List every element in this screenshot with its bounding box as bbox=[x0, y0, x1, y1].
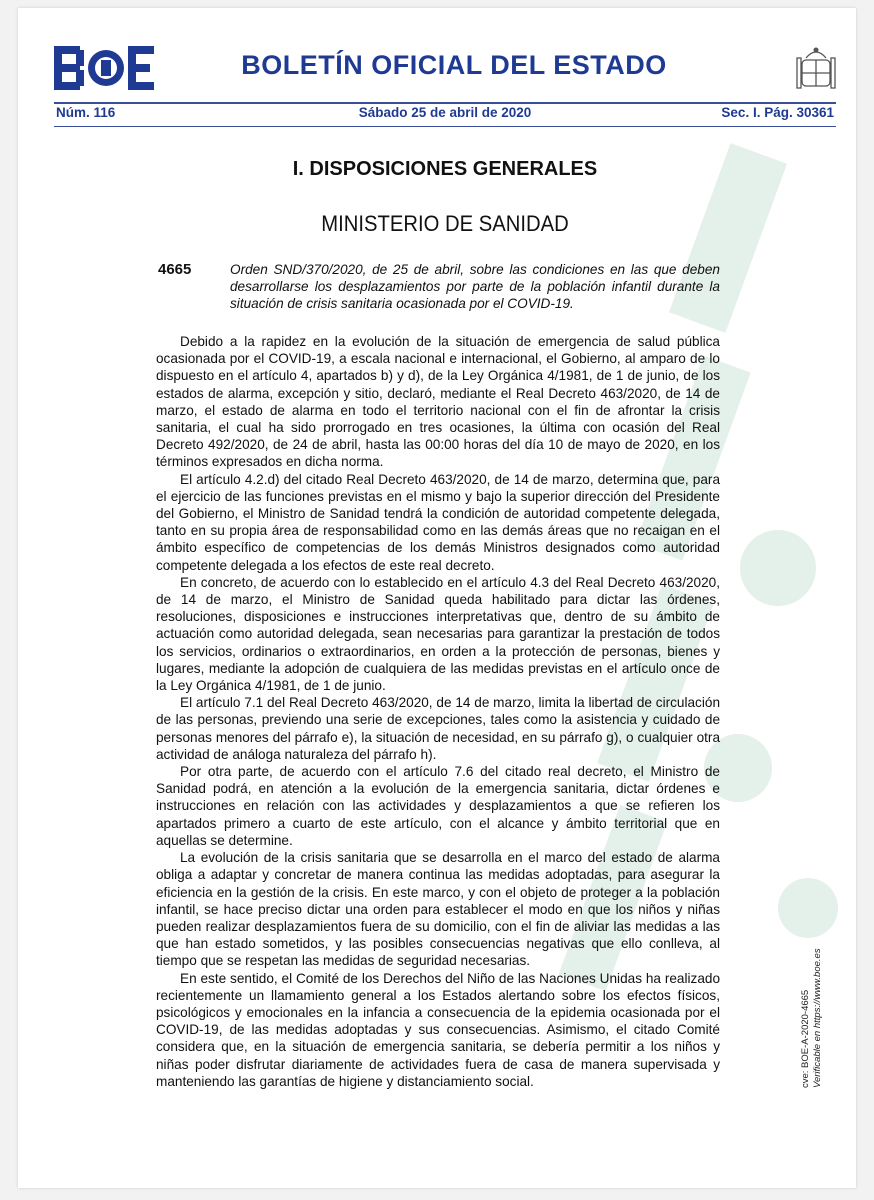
issue-meta bbox=[54, 105, 836, 123]
header-rule bbox=[54, 102, 836, 104]
paragraph: La evolución de la crisis sanitaria que se desarrolla en el marco del estado de alarma obliga a adaptar y concretar de manera continua las medidas adoptadas, para asegurar la eficiencia en la gestión de la crisis. En este marco, y con el objeto de proteger a la población infantil, se hace preciso dictar una orden para establecer el modo en que los niños y niñas pueden realizar desplazamientos fuera de su domicilio, con el fin de aliviar las medidas a las que han estado sometidos, y las posibles consecuencias negativas que ello conlleva, al tiempo que se respetan las medidas de seguridad necesarias. bbox=[156, 850, 720, 969]
issue-number: Núm. 116 bbox=[56, 105, 116, 120]
section-page: Sec. I. Pág. 30361 bbox=[721, 105, 834, 120]
issue-date: Sábado 25 de abril de 2020 bbox=[358, 105, 532, 120]
meta-rule bbox=[54, 126, 836, 127]
masthead bbox=[54, 44, 834, 100]
section-title: I. DISPOSICIONES GENERALES bbox=[292, 158, 598, 180]
journal-title: BOLETÍN OFICIAL DEL ESTADO bbox=[241, 50, 667, 80]
document-body bbox=[156, 333, 720, 1090]
cve-code: cve: BOE-A-2020-4665 bbox=[800, 989, 811, 1088]
paragraph: Por otra parte, de acuerdo con el artículo 7.6 del citado real decreto, el Ministro de Sanidad podrá, en atención a la evolución de la emergencia sanitaria, dictar órdenes e instrucciones en relación con las actividades y desplazamientos a que se refieren los apartados primero a cuarto de este artículo, con el alcance y ámbito territorial que en aquellas se determine. bbox=[156, 764, 720, 848]
coat-of-arms-icon bbox=[796, 44, 836, 94]
paragraph: El artículo 7.1 del Real Decreto 463/2020, de 14 de marzo, limita la libertad de circulación de las personas, previendo una serie de excepciones, tales como la asistencia y cuidado de personas menores del párrafo e), la situación de necesidad, en su párrafo g), o cualquier otra actividad de análoga naturaleza del párrafo h). bbox=[156, 695, 720, 762]
order-title: Orden SND/370/2020, de 25 de abril, sobre las condiciones en las que deben desarrollarse los desplazamientos por parte de la población infantil durante la situación de crisis sanitaria ocasionada por el COVID-19. bbox=[230, 262, 720, 311]
paragraph: En este sentido, el Comité de los Derechos del Niño de las Naciones Unidas ha realizado recientemente un llamamiento general a los Estados alertando sobre los efectos físicos, psicológicos y emocionales en la infancia a consecuencia de la epidemia ocasionada por el COVID-19, de las medidas adoptadas y sus consecuencias. Asimismo, el citado Comité considera que, en la situación de emergencia sanitaria, se debería permitir a los niños y niñas poder disfrutar diariamente de actividades fuera de casa de manera supervisada y manteniendo las garantías de higiene y distanciamiento social. bbox=[156, 970, 720, 1089]
paragraph: El artículo 4.2.d) del citado Real Decreto 463/2020, de 14 de marzo, determina que, para el ejercicio de las funciones previstas en el mismo y bajo la superior dirección del Presidente del Gobierno, el Ministro de Sanidad tendrá la condición de autoridad competente delegada, tanto en su propia área de responsabilidad como en las demás áreas que no recaigan en el ámbito específico de competencias de los demás Ministros designados como autoridad competente delegada a los efectos de este real decreto. bbox=[156, 471, 720, 573]
paragraph: Debido a la rapidez en la evolución de la situación de emergencia de salud pública ocasionada por el COVID-19, a escala nacional e internacional, el Gobierno, al amparo de lo dispuesto en el artículo 4, apartados b) y d), de la Ley Orgánica 4/1981, de 1 de junio, de los estados de alarma, excepción y sitio, declaró, mediante el Real Decreto 463/2020, de 14 de marzo, el estado de alarma en todo el territorio nacional con el fin de afrontar la crisis sanitaria, el cual ha sido prorrogado en tres ocasiones, la última con ocasión del Real Decreto 492/2020, de 24 de abril, hasta las 00:00 horas del día 10 de mayo de 2020, en los términos expresados en dicha norma. bbox=[156, 334, 720, 470]
paragraph: En concreto, de acuerdo con lo establecido en el artículo 4.3 del Real Decreto 463/2020, de 14 de marzo, el Ministro de Sanidad queda habilitado para dictar las órdenes, resoluciones, disposiciones e instrucciones interpretativas que, dentro de su ámbito de actuación como autoridad delegada, sean necesarias para garantizar la prestación de todos los servicios, ordinarios o extraordinarios, en orden a la protección de personas, bienes y lugares, mediante la adopción de cualquiera de las medidas previstas en el artículo once de la Ley Orgánica 4/1981, de 1 de junio. bbox=[156, 574, 720, 694]
verify-link[interactable]: Verificable en https://www.boe.es bbox=[812, 948, 823, 1088]
boe-logo-icon bbox=[54, 46, 154, 90]
order-number: 4665 bbox=[158, 261, 192, 278]
document-page bbox=[18, 8, 856, 1188]
ministry-title: MINISTERIO DE SANIDAD bbox=[321, 211, 569, 236]
